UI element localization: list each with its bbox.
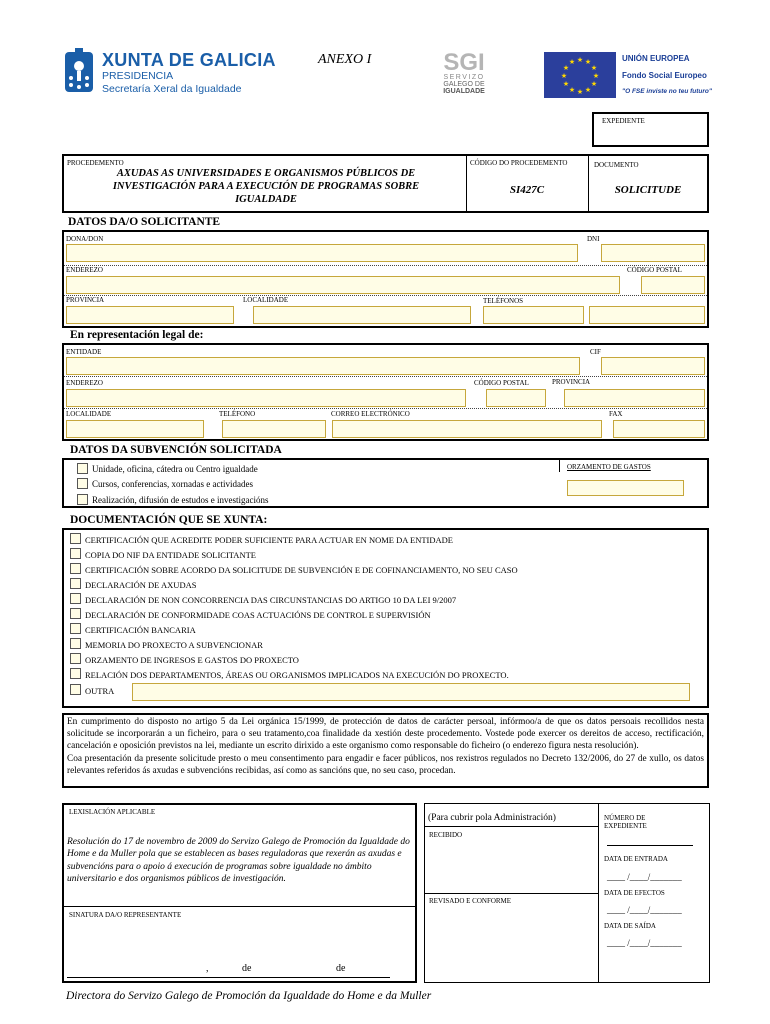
procedure-title-line3: IGUALDADE <box>235 194 297 205</box>
doc-item-8-checkbox[interactable] <box>70 638 81 649</box>
doc-item-5-checkbox[interactable] <box>70 593 81 604</box>
rep-provincia-field[interactable] <box>564 389 705 407</box>
svg-text:★: ★ <box>568 58 576 66</box>
representation-section-title: En representación legal de: <box>70 329 204 341</box>
date-line[interactable] <box>67 977 390 978</box>
rep-codigo-postal-field[interactable] <box>486 389 546 407</box>
numero-expediente-label: NÚMERO DE EXPEDIENTE <box>604 814 647 830</box>
legal-divider <box>64 906 415 907</box>
row-separator-4 <box>64 408 707 409</box>
procedure-title <box>66 167 466 206</box>
eu-fund: Fondo Social Europeo <box>622 71 707 80</box>
doc-item-4-checkbox[interactable] <box>70 578 81 589</box>
orzamento-label: ORZAMENTO DE GASTOS <box>567 463 651 471</box>
subvention-box <box>62 458 709 508</box>
xunta-shield-icon <box>64 48 94 94</box>
admin-box <box>424 803 710 983</box>
procedure-code: SI427C <box>509 184 545 196</box>
codigo-postal-field[interactable] <box>641 276 705 294</box>
svg-text:★: ★ <box>584 86 592 94</box>
orzamento-field[interactable] <box>567 480 684 496</box>
provincia-field[interactable] <box>66 306 234 324</box>
rep-telefono-field[interactable] <box>222 420 326 438</box>
resolution-text: Resolución do 17 de novembro de 2009 do Servizo Galego de Promoción da Igualdade do Home e da Muller pola que se establecen as bases reguladoras que rexerán as axudas e subvencións para o apoio á execución de programas sobre igualdade no ámbito universitario e dos organismos públicos de investigación. <box>67 837 410 884</box>
procedure-code-label: CÓDIGO DO PROCEDEMENTO <box>470 159 568 167</box>
recibido-label: RECIBIDO <box>429 831 463 839</box>
legal-box <box>62 803 417 983</box>
cif-field[interactable] <box>601 357 705 375</box>
eu-stars-icon <box>544 52 616 98</box>
dona-don-label: DONA/DON <box>66 235 104 243</box>
rep-localidade-label: LOCALIDADE <box>66 410 112 418</box>
subvention-option-3-label: Realización, difusión de estudos e investigacións <box>92 495 269 505</box>
doc-item-3-checkbox[interactable] <box>70 563 81 574</box>
doc-item-8-label: MEMORIA DO PROXECTO A SUBVENCIONAR <box>85 640 263 650</box>
sgi-servizo: SERVIZO <box>443 74 485 81</box>
document-label: DOCUMENTO <box>594 161 639 169</box>
sgi-galego: GALEGO DE <box>443 81 485 88</box>
sgi-igualdade: IGUALDADE <box>443 88 485 95</box>
doc-item-7-label: CERTIFICACIÓN BANCARIA <box>85 625 196 635</box>
applicant-box <box>62 230 709 328</box>
rep-codigo-postal-label: CÓDIGO POSTAL <box>474 379 529 387</box>
rep-localidade-field[interactable] <box>66 420 204 438</box>
date-de-2: de <box>336 963 346 974</box>
svg-text:★: ★ <box>562 64 570 72</box>
procedure-box <box>62 154 709 213</box>
expediente-box[interactable] <box>592 112 709 147</box>
anexo-title: ANEXO I <box>318 52 372 67</box>
dona-don-field[interactable] <box>66 244 578 262</box>
svg-text:★: ★ <box>568 86 576 94</box>
cif-label: CIF <box>590 348 601 356</box>
data-efectos-label: DATA DE EFECTOS <box>604 889 665 897</box>
dni-field[interactable] <box>601 244 705 262</box>
document-type: SOLICITUDE <box>614 184 682 196</box>
sgi-logo <box>436 48 492 98</box>
svg-text:★: ★ <box>592 72 600 80</box>
enderezo-field[interactable] <box>66 276 620 294</box>
xunta-name: XUNTA DE GALICIA <box>102 50 276 70</box>
doc-outra-field[interactable] <box>132 683 690 701</box>
telefonos-field-1[interactable] <box>483 306 584 324</box>
data-entrada-value[interactable]: ____ /____/_______ <box>607 872 682 882</box>
subvention-option-1-checkbox[interactable] <box>77 463 88 474</box>
privacy-paragraph-1: En cumprimento do disposto no artigo 5 da Lei orgánica 15/1999, de protección de datos de carácter persoal, infórmoo/a de que os datos persoais recollidos nesta solicitude se incorporarán a un ficheiro, para o seu tratamento,coa finalidade da xestión deste procedemento. Vostede pode exercer os dereitos de acceso, rectificación, cancelación e oposición previstos na lei, mediante un escrito dirixido a este organismo como responsable do ficheiro (o enderezo figura nesta resolución). <box>67 717 704 752</box>
xunta-logo <box>64 48 94 94</box>
doc-item-1-checkbox[interactable] <box>70 533 81 544</box>
procedure-title-line2: INVESTIGACIÓN PARA A EXECUCIÓN DE PROGRAMAS SOBRE <box>112 181 420 192</box>
sgi-logo-icon <box>436 48 492 74</box>
subvention-option-2-label: Cursos, conferencias, xornadas e actividades <box>92 479 253 489</box>
secretaria: Secretaría Xeral da Igualdade <box>102 83 242 95</box>
entidade-label: ENTIDADE <box>66 348 102 356</box>
codigo-postal-label: CÓDIGO POSTAL <box>627 266 682 274</box>
date-de-1: de <box>242 963 252 974</box>
doc-item-6-checkbox[interactable] <box>70 608 81 619</box>
svg-text:★: ★ <box>562 80 570 88</box>
doc-item-9-label: ORZAMENTO DE INGRESOS E GASTOS DO PROXECTO <box>85 655 299 665</box>
revisado-label: REVISADO E CONFORME <box>429 897 512 905</box>
doc-item-4-label: DECLARACIÓN DE AXUDAS <box>85 580 197 590</box>
admin-divider-h1 <box>425 826 598 827</box>
data-saida-label: DATA DE SAÍDA <box>604 922 656 930</box>
presidencia: PRESIDENCIA <box>102 70 174 82</box>
rep-correo-label: CORREO ELECTRÓNICO <box>331 410 410 418</box>
representation-box <box>62 343 709 441</box>
doc-item-2-checkbox[interactable] <box>70 548 81 559</box>
admin-title: (Para cubrir pola Administración) <box>428 813 556 823</box>
documentation-section-title: DOCUMENTACIÓN QUE SE XUNTA: <box>70 514 268 526</box>
svg-text:★: ★ <box>576 56 584 64</box>
data-entrada-label: DATA DE ENTRADA <box>604 855 668 863</box>
provincia-label: PROVINCIA <box>66 296 105 304</box>
sinatura-label: SINATURA DA/O REPRESENTANTE <box>69 911 182 919</box>
svg-text:★: ★ <box>584 58 592 66</box>
documentation-box <box>62 528 709 708</box>
data-efectos-value[interactable]: ____ /____/_______ <box>607 905 682 915</box>
subvention-option-1-label: Unidade, oficina, cátedra ou Centro igualdade <box>92 464 258 474</box>
doc-outra-label: OUTRA <box>85 686 115 696</box>
doc-item-9-checkbox[interactable] <box>70 653 81 664</box>
doc-item-3-label: CERTIFICACIÓN SOBRE ACORDO DA SOLICITUDE DE SUBVENCIÓN E DE COFINANCIAMENTO, NO SEU CASO <box>85 565 518 575</box>
row-separator-2 <box>64 295 707 296</box>
numero-expediente-line[interactable] <box>607 845 693 846</box>
expediente-label: EXPEDIENTE <box>602 117 645 125</box>
telefonos-label: TELÉFONOS <box>483 297 524 305</box>
subvention-option-3-checkbox[interactable] <box>77 494 88 505</box>
admin-divider-v <box>598 804 599 982</box>
svg-text:★: ★ <box>590 80 598 88</box>
subvention-section-title: DATOS DA SUBVENCIÓN SOLICITADA <box>70 444 282 456</box>
row-separator-1 <box>64 265 707 266</box>
rep-provincia-label: PROVINCIA <box>552 378 591 386</box>
doc-item-1-label: CERTIFICACIÓN QUE ACREDITE PODER SUFICIENTE PARA ACTUAR EN NOME DA ENTIDADE <box>85 535 453 545</box>
doc-item-10-checkbox[interactable] <box>70 668 81 679</box>
row-separator-3 <box>64 376 707 377</box>
privacy-box <box>62 713 709 788</box>
entidade-field[interactable] <box>66 357 580 375</box>
doc-item-7-checkbox[interactable] <box>70 623 81 634</box>
enderezo-label: ENDEREZO <box>66 266 103 274</box>
svg-text:★: ★ <box>590 64 598 72</box>
eu-title: UNIÓN EUROPEA <box>622 54 690 63</box>
svg-text:★: ★ <box>576 88 584 96</box>
svg-text:SGI: SGI <box>443 49 485 74</box>
privacy-paragraph-2: Coa presentación da presente solicitude presto o meu consentimento para engadir e facer públicos, nos rexistros regulados no Decreto 132/2006, do 27 de xullo, os datos relevantes referidos ás axudas e subvencións recibidas, así como as sancións que, no seu caso, procedan. <box>67 753 704 776</box>
rep-telefono-label: TELÉFONO <box>219 410 256 418</box>
doc-outra-checkbox[interactable] <box>70 684 81 695</box>
subvention-option-2-checkbox[interactable] <box>77 478 88 489</box>
doc-item-2-label: COPIA DO NIF DA ENTIDADE SOLICITANTE <box>85 550 256 560</box>
footer-text: Directora do Servizo Galego de Promoción da Igualdade do Home e da Muller <box>66 990 432 1002</box>
procedure-title-line1: AXUDAS AS UNIVERSIDADES E ORGANISMOS PÚBLICOS DE <box>116 168 416 179</box>
rep-fax-field[interactable] <box>613 420 705 438</box>
date-comma: , <box>206 963 209 974</box>
doc-item-10-label: RELACIÓN DOS DEPARTAMENTOS, ÁREAS OU ORGANISMOS IMPLICADOS NA EXECUCIÓN DO PROXECTO. <box>85 670 509 680</box>
eu-slogan: "O FSE inviste no teu futuro" <box>622 88 712 95</box>
admin-divider-h2 <box>425 893 598 894</box>
applicant-section-title: DATOS DA/O SOLICITANTE <box>68 216 221 228</box>
data-saida-value[interactable]: ____ /____/_______ <box>607 938 682 948</box>
rep-enderezo-label: ENDEREZO <box>66 379 103 387</box>
svg-text:★: ★ <box>560 72 568 80</box>
procedure-label: PROCEDEMENTO <box>67 159 124 167</box>
doc-item-6-label: DECLARACIÓN DE CONFORMIDADE COAS ACTUACIÓNS DE CONTROL E SUPERVISIÓN <box>85 610 431 620</box>
rep-correo-field[interactable] <box>332 420 602 438</box>
doc-item-5-label: DECLARACIÓN DE NON CONCORRENCIA DAS CIRCUNSTANCIAS DO ARTIGO 10 DA LEI 9/2007 <box>85 595 457 605</box>
telefonos-field-2[interactable] <box>589 306 705 324</box>
rep-fax-label: FAX <box>609 410 623 418</box>
eu-flag <box>544 52 616 98</box>
lexislacion-label: LEXISLACIÓN APLICABLE <box>69 808 156 816</box>
localidade-field[interactable] <box>253 306 471 324</box>
localidade-label: LOCALIDADE <box>243 296 289 304</box>
subvention-divider <box>559 460 560 472</box>
dni-label: DNI <box>587 235 600 243</box>
rep-enderezo-field[interactable] <box>66 389 466 407</box>
